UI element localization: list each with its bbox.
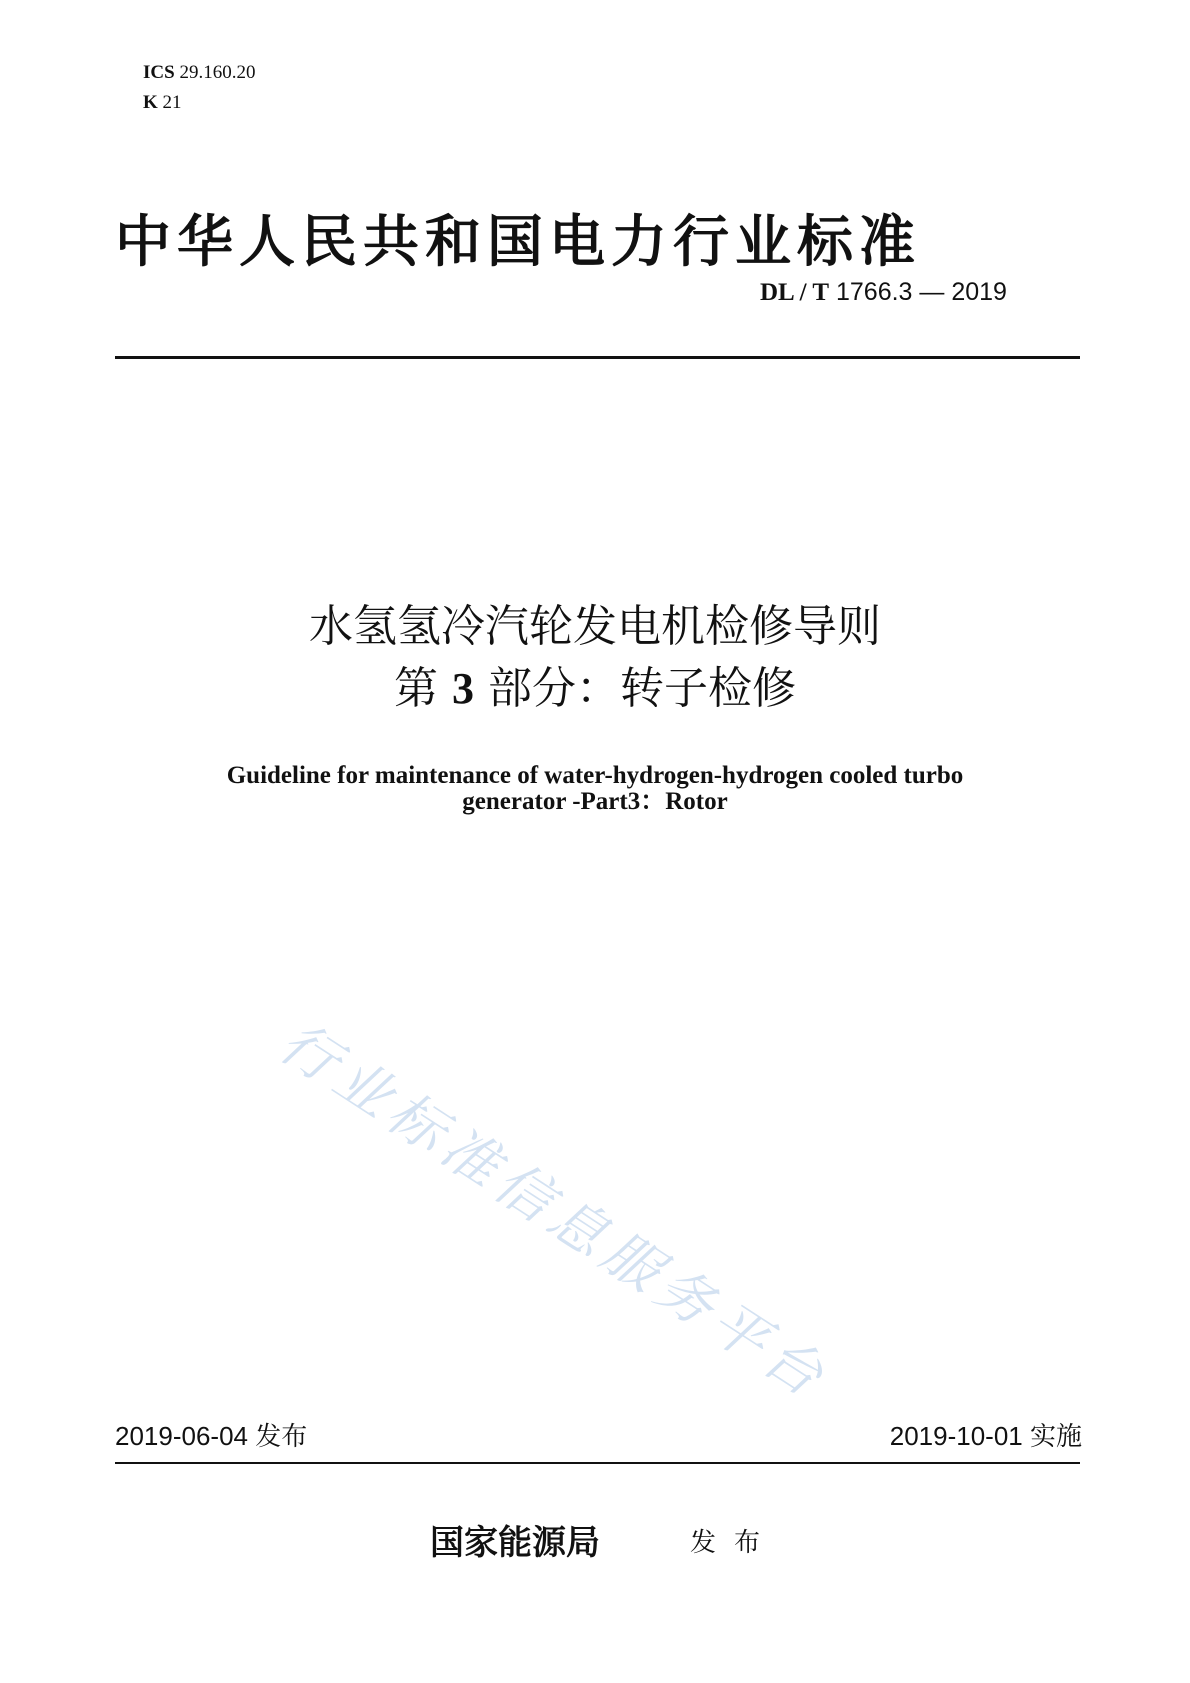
top-divider xyxy=(115,356,1080,359)
effective-date: 2019-10-01 实施 xyxy=(889,1421,1082,1451)
chinese-title-line1: 水氢氢冷汽轮发电机检修导则 xyxy=(309,601,881,652)
k-code: 21 xyxy=(162,92,182,113)
watermark: 行业标准信息服务平台 xyxy=(268,1010,841,1414)
standard-number xyxy=(760,278,1007,307)
ics-code: 29.160.20 xyxy=(179,62,256,83)
ics-line xyxy=(143,58,255,88)
classification-codes xyxy=(143,58,255,118)
chinese-title-part-prefix: 第 xyxy=(394,663,438,714)
issue-action: 发布 xyxy=(690,1528,779,1558)
standard-header-title: 中华人民共和国电力行业标准 xyxy=(115,209,921,275)
k-label: K xyxy=(143,92,158,113)
chinese-title-line2 xyxy=(0,652,1190,716)
bottom-divider xyxy=(115,1462,1080,1464)
standard-number-value: 1766.3 — 2019 xyxy=(835,278,1007,306)
english-title-line1: Guideline for maintenance of water-hydrogen-hydrogen cooled turbo xyxy=(226,762,964,789)
k-line xyxy=(143,88,255,118)
english-title-line2: generator -Part3：Rotor xyxy=(462,788,728,815)
ics-label: ICS xyxy=(143,62,175,83)
issuing-authority: 国家能源局 xyxy=(430,1523,600,1563)
chinese-title-part-number: 3 xyxy=(452,664,474,713)
chinese-title-part-suffix: 部分：转子检修 xyxy=(488,663,796,714)
issue-date: 2019-06-04 发布 xyxy=(115,1421,308,1451)
standard-prefix: DL / T xyxy=(760,279,830,306)
